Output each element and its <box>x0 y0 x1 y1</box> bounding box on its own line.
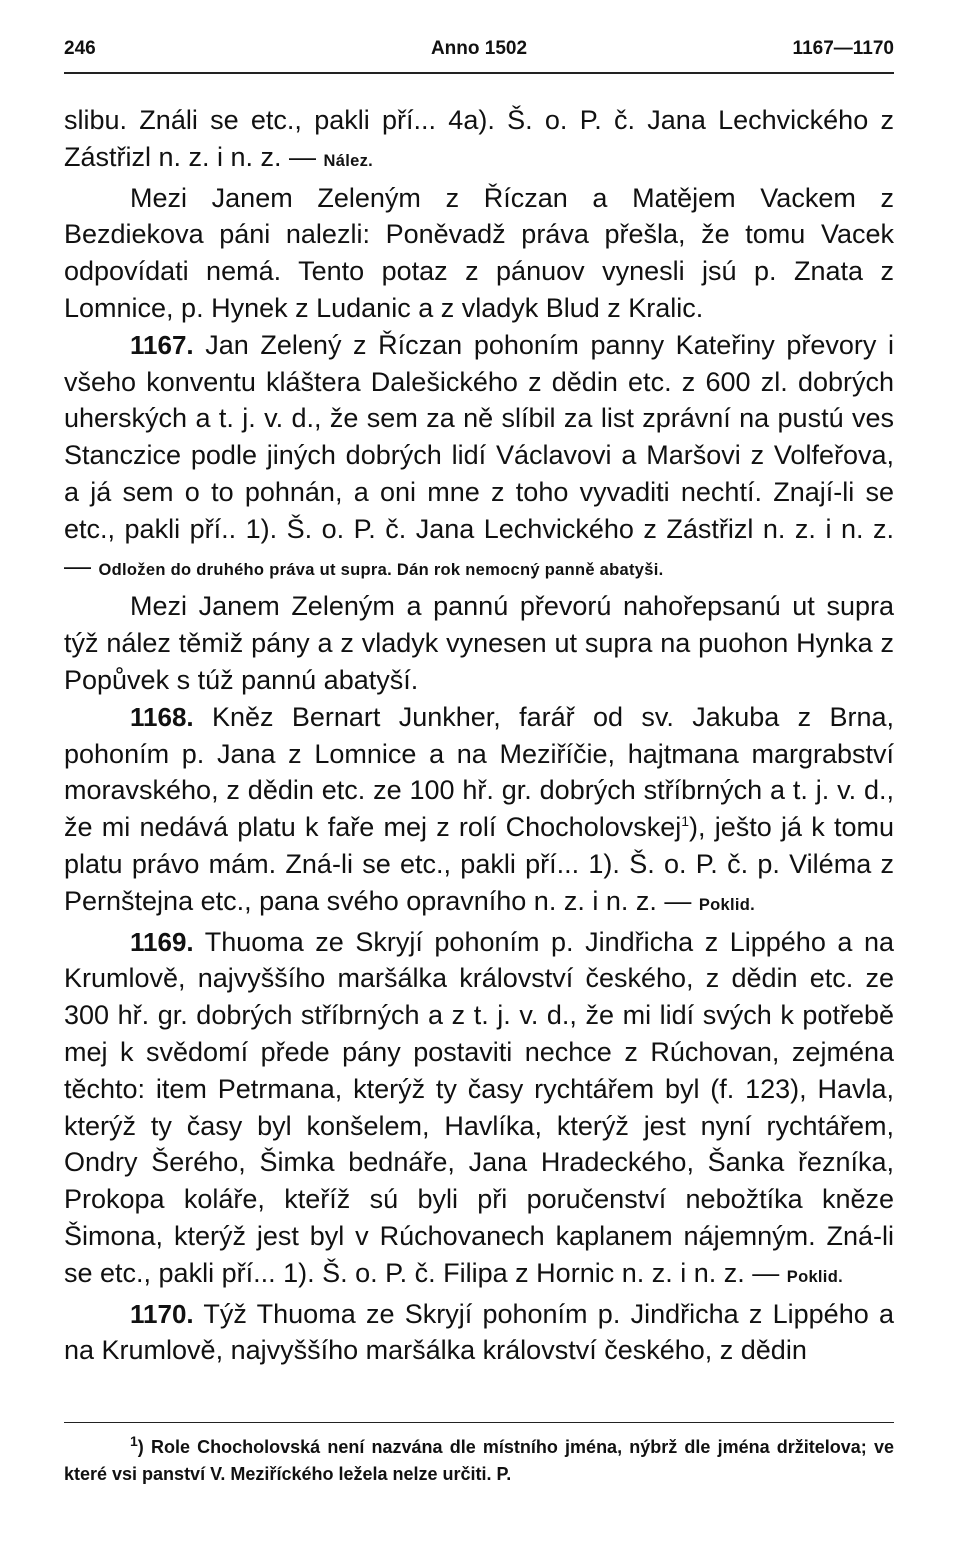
paragraph-text: Mezi Janem Zeleným z Říczan a Matějem Vackem z Bezdiekova páni nalezli: Poněvadž práva přešla, že tomu Vacek odpovídati nemá. Tento potaz z pánuov vynesli jsú p. Znata z Lomnice, p. Hynek z Ludanic a z vladyk Blud z Kralic. <box>64 182 894 323</box>
page-number: 246 <box>64 38 96 59</box>
verdict-note: Poklid. <box>786 1267 843 1286</box>
main-text <box>64 102 894 1369</box>
footnote-reference: 1 <box>681 813 690 830</box>
entry-number: 1168. <box>130 701 194 732</box>
paragraph-text: ), ješto já k tomu platu právo mám. Zná-li se etc., pakli pří... 1). Š. o. P. č. p. Viléma z Pernštejna etc., pana svého opravního n. z. i n. z. — <box>64 812 894 916</box>
running-header <box>64 38 894 68</box>
paragraph-text: Mezi Janem Zeleným a pannú převorú nahořepsanú ut supra týž nález těmiž pány a z vladyk vynesen ut supra na puohon Hynka z Popůvek s túž pannú abatyší. <box>64 591 894 695</box>
entry-number: 1167. <box>130 329 194 360</box>
entry-1169 <box>64 924 894 1296</box>
paragraph-text: Jan Zelený z Říczan pohoním panny Kateřiny převory i všeho konventu kláštera Dalešického z dědin etc. z 600 zl. dobrých uherských a t. j. v. d., že sem za ně slíbil za list zprávní na pustú ves Stanczice podle jiných dobrých lidí Václavovi a Maršovi z Volfeřova, a já sem o to pohnán, a oni mne z toho vyvaditi nechtí. Znají-li se etc., pakli pří.. 1). Š. o. P. č. Jana Lechvického z Zástřizl n. z. i n. z. — <box>64 329 894 581</box>
footnote-rule <box>64 1422 894 1423</box>
verdict-note: Poklid. <box>698 895 756 914</box>
paragraph-text: Týž Thuoma ze Skryjí pohoním p. Jindřicha z Lippého a na Krumlově, najvyššího maršálka království českého, z dědin <box>64 1298 894 1366</box>
footnote-marker: 1 <box>130 1433 138 1449</box>
entry-1167 <box>64 327 894 589</box>
paragraph-text: Thuoma ze Skryjí pohoním p. Jindřicha z Lippého a na Krumlově, najvyššího maršálka království českého, z dědin etc. ze 300 hř. gr. dobrých stříbrných a z t. j. v. d., že mi lidí svých k potřebě mej k svědomí přede pány postaviti nechce z Rúchovan, zejména těchto: item Petrmana, kterýž ty časy rychtářem byl (f. 123), Havla, kterýž ty časy byl konšelem, Havlíka, kterýž jest nyní rychtářem, Ondry Šerého, Šimka bednáře, Jana Hradeckého, Šanka řezníka, Prokopa koláře, kteříž sú byli při poručenství nebožtíka kněze Šimona, kterýž jest byl v Rúchovanech kaplanem nájemným. Zná-li se etc., pakli pří... 1). Š. o. P. č. Filipa z Hornic n. z. i n. z. — <box>64 926 894 1288</box>
footnote-text-block <box>64 1434 894 1488</box>
entry-1168 <box>64 699 894 924</box>
verdict-note: Odložen do druhého práva ut supra. Dán rok nemocný panně abatyši. <box>98 560 664 579</box>
paragraph-ruling <box>64 180 894 327</box>
verdict-note: Nález. <box>323 151 374 170</box>
paragraph-continuation <box>64 102 894 180</box>
entry-number: 1170. <box>130 1298 194 1329</box>
page-header-area <box>64 38 894 68</box>
running-title: Anno 1502 <box>430 38 528 59</box>
paragraph-text: slibu. Ználi se etc., pakli pří... 4a). Š. o. P. č. Jana Lechvického z Zástřizl n. z. i n. z. — <box>64 105 894 172</box>
header-rule <box>64 72 894 74</box>
footnote-text: ) Role Chocholovská není nazvána dle místního jména, nýbrž dle jména držitelova; ve které vsi panství V. Meziříckého ležela nelze určiti. P. <box>64 1437 894 1484</box>
paragraph-ruling <box>64 588 894 698</box>
footnote <box>64 1434 894 1488</box>
entry-1170 <box>64 1296 894 1370</box>
paragraph-text: Kněz Bernart Junkher, farář od sv. Jakuba z Brna, pohoním p. Jana z Lomnice a na Meziříčie, hajtmana margrabství moravského, z dědin etc. ze 100 hř. gr. dobrých stříbrných a t. j. v. d., že mi nedává platu k faře mej z rolí Chocholovskej <box>64 701 894 843</box>
entry-number: 1169. <box>130 926 194 957</box>
entry-range: 1167—1170 <box>792 38 894 59</box>
